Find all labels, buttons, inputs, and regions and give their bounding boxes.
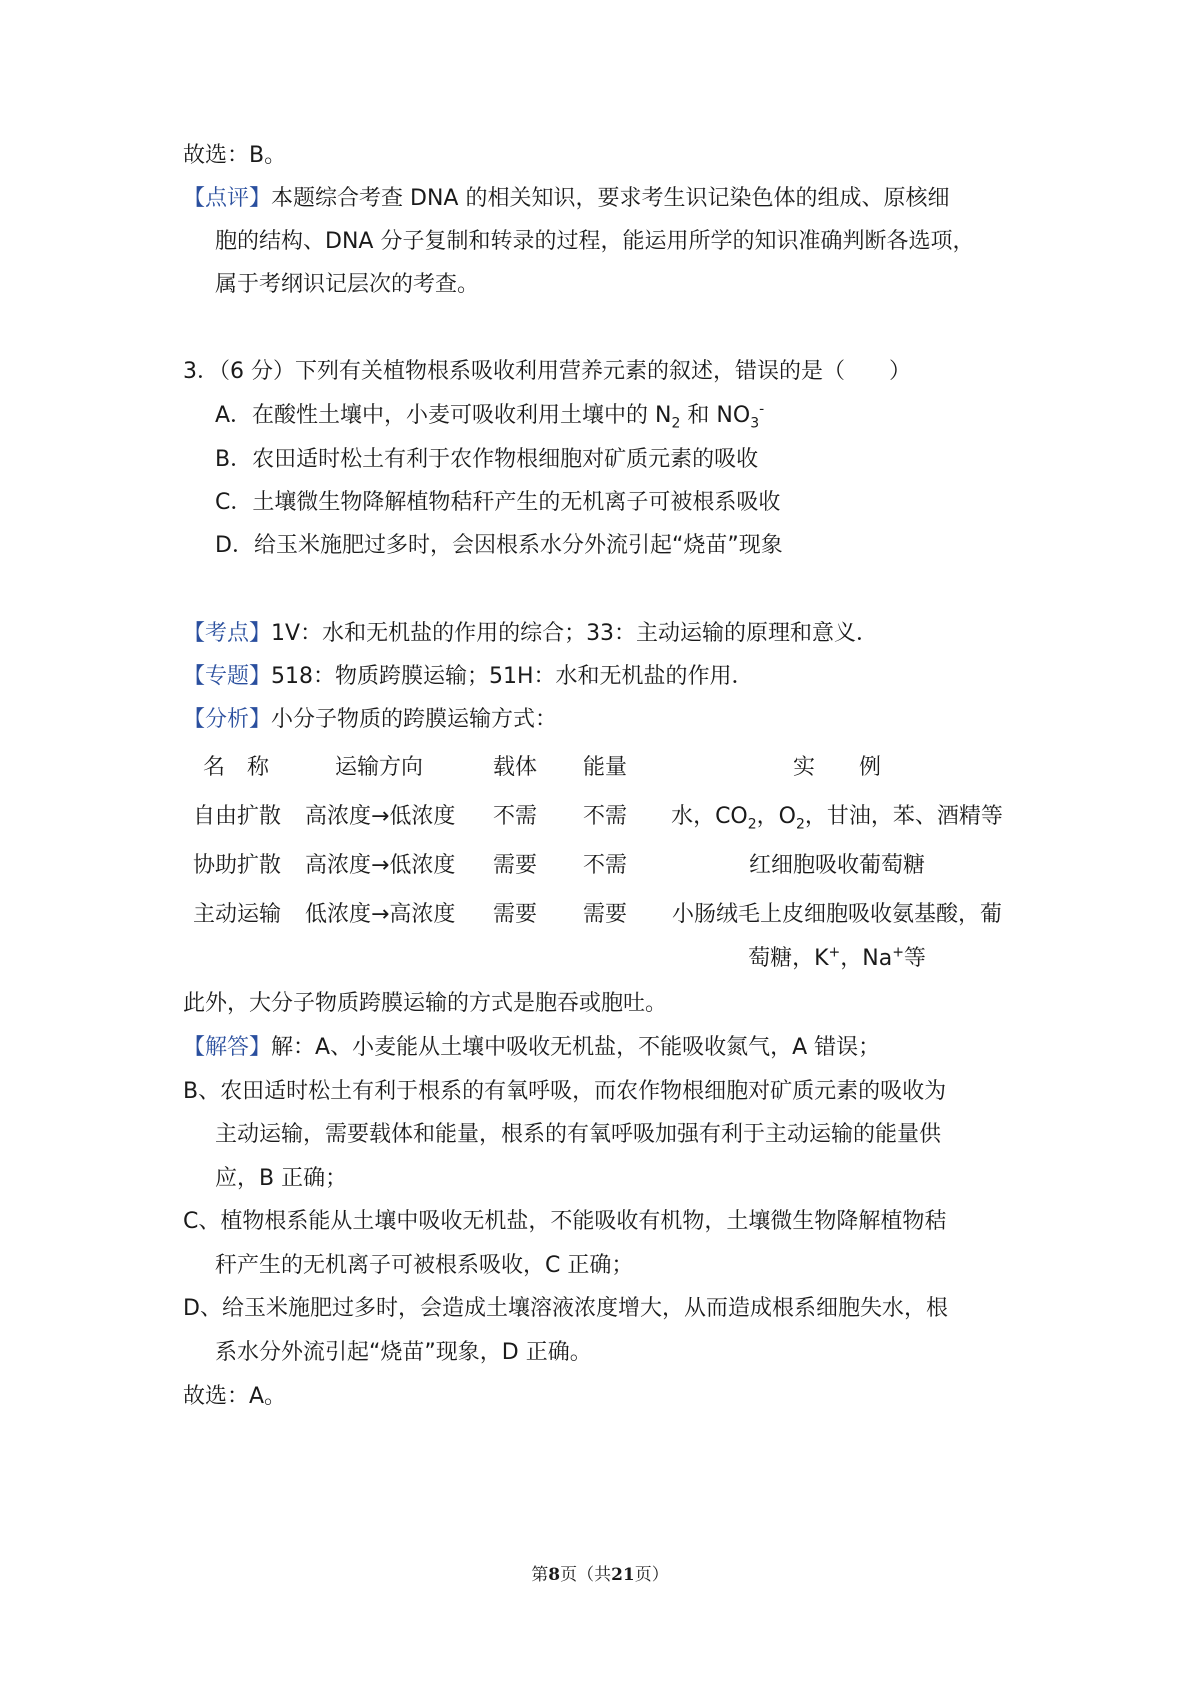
table-row: 主动运输 低浓度→高浓度 需要 需要 小肠绒毛上皮细胞吸收氨基酸，葡 [193, 902, 1002, 927]
answer-b-3: 应，B 正确； [215, 1166, 348, 1191]
kaodian-tag: 【考点】 [183, 621, 272, 646]
table-header-row [183, 753, 1023, 783]
fenxi-tag: 【分析】 [183, 707, 272, 732]
zhuanti-tag: 【专题】 [183, 664, 272, 689]
answer-c-1: C、植物根系能从土壤中吸收无机盐，不能吸收有机物，土壤微生物降解植物秸 [183, 1209, 947, 1234]
table-row: 自由扩散 高浓度→低浓度 不需 不需 水，$CO_2$，$O_2$，甘油，苯、酒精等 [183, 802, 1023, 832]
answer-a: 【解答】解：A、小麦能从土壤中吸收无机盐，不能吸收氮气，A 错误； [183, 1035, 881, 1060]
answer-d-1: D、给玉米施肥过多时，会造成土壤溶液浓度增大，从而造成根系细胞失水，根 [183, 1296, 948, 1321]
option-b: B．农田适时松土有利于农作物根细胞对矿质元素的吸收 [215, 447, 759, 472]
review-line-1 [183, 184, 949, 214]
answer-b-1: B、农田适时松土有利于根系的有氧呼吸，而农作物根细胞对矿质元素的吸收为 [183, 1079, 947, 1104]
header-energy: 能量 [583, 755, 628, 780]
answer-c-2: 秆产生的无机离子可被根系吸收，C 正确； [215, 1253, 634, 1278]
analysis-extra: 此外，大分子物质跨膜运输的方式是胞吞或胞吐。 [183, 991, 668, 1016]
answer-b-2: 主动运输，需要载体和能量，根系的有氧呼吸加强有利于主动运输的能量供 [215, 1122, 942, 1147]
review-tag: 【点评】 [183, 186, 272, 211]
option-d: D．给玉米施肥过多时，会因根系水分外流引起“烧苗”现象 [215, 533, 783, 558]
review-line-2: 胞的结构、DNA 分子复制和转录的过程，能运用所学的知识准确判断各选项， [215, 229, 975, 254]
header-example: 实 例 [792, 755, 881, 780]
header-name: 名 称 [203, 755, 270, 780]
answer-tag: 【解答】 [183, 1035, 272, 1060]
page-footer: 第8页（共21页） [531, 1565, 669, 1585]
row-3-example-cont: 萄糖，K+，Na+等 [748, 944, 926, 971]
row-1-example: 水，$CO_2$，$O_2$，甘油，苯、酒精等 [671, 804, 1003, 833]
header-carrier: 载体 [493, 755, 538, 780]
table-row: 协助扩散 高浓度→低浓度 需要 不需 红细胞吸收葡萄糖 [193, 853, 925, 878]
question-stem: 3．（6 分）下列有关植物根系吸收利用营养元素的叙述，错误的是（ ） [183, 359, 911, 384]
review-line-3: 属于考纲识记层次的考查。 [215, 272, 480, 297]
answer-d-2: 系水分外流引起“烧苗”现象，D 正确。 [215, 1340, 592, 1365]
final-choice: 故选：A。 [183, 1384, 287, 1409]
review-text-1: 本题综合考查 DNA 的相关知识，要求考生识记染色体的组成、原核细 [271, 186, 950, 211]
option-c: C．土壤微生物降解植物秸秆产生的无机离子可被根系吸收 [215, 490, 781, 515]
page-number: 8 [548, 1565, 561, 1585]
fenxi-line: 【分析】小分子物质的跨膜运输方式： [183, 707, 558, 732]
header-direction: 运输方向 [335, 755, 424, 780]
previous-choice: 故选：B。 [183, 143, 287, 168]
zhuanti-line: 【专题】518：物质跨膜运输；51H：水和无机盐的作用． [183, 664, 754, 689]
kaodian-line: 【考点】1V：水和无机盐的作用的综合；33：主动运输的原理和意义． [183, 621, 879, 646]
page-total: 21 [611, 1565, 635, 1585]
table-row-continuation [183, 944, 1023, 974]
option-a: A．在酸性土壤中，小麦可吸收利用土壤中的 $N_2$ 和 $NO_3^-$ [215, 401, 765, 432]
